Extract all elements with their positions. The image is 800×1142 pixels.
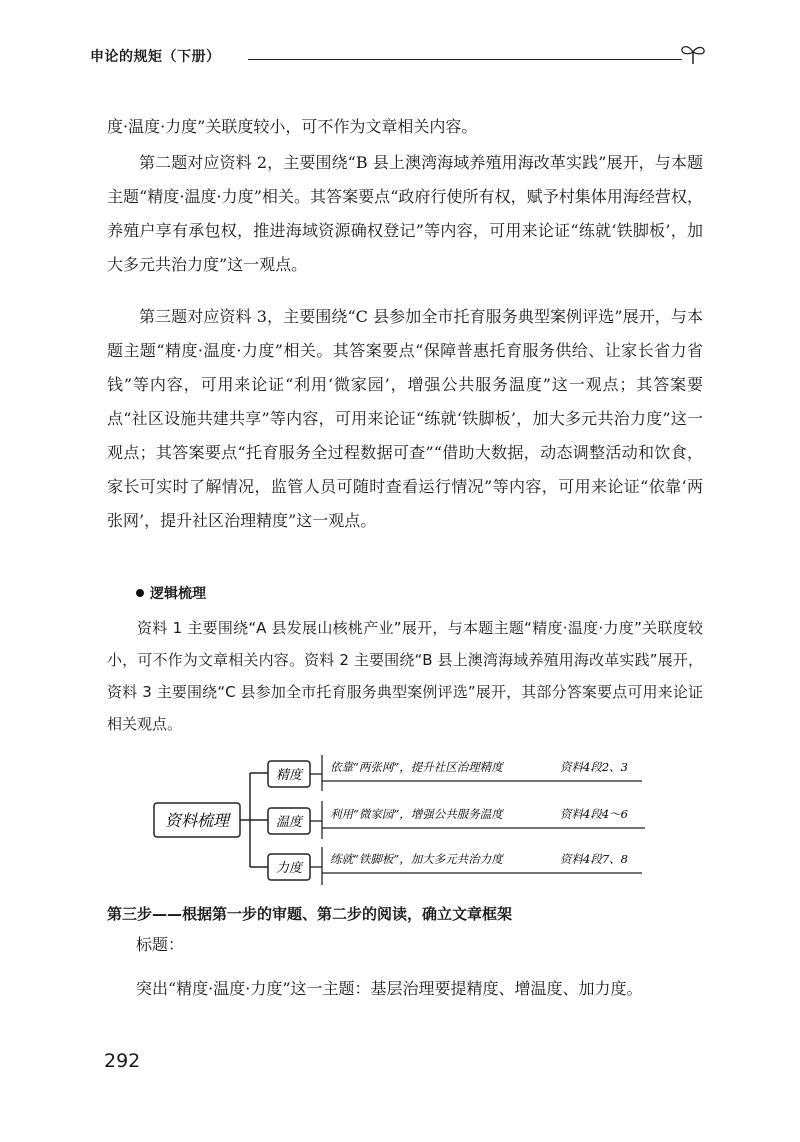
paragraph-logic-summary: 资料 1 主要围绕“A 县发展山核桃产业”展开，与本题主题“精度·温度·力度”关联度较小，可不作为文章相关内容。资料 2 主要围绕“B 县上澳湾海域养殖用海改革实践”展开，资料 3 主要围绕“C 县参加全市托育服务典型案例评选”展开，其部分答案要点可用来论证相关观点。 [107,619,703,733]
mindmap-branch-text: 利用“微家园”，增强公共服务温度 [330,807,503,821]
header-rule [248,59,682,60]
paragraph-continued: 度·温度·力度”关联度较小，可不作为文章相关内容。 [107,117,478,136]
running-header [90,42,710,72]
page-number: 292 [104,1050,141,1072]
mindmap-branch-text: 依靠“两张网”，提升社区治理精度 [330,760,503,774]
paragraph-question-3: 第三题对应资料 3，主要围绕“C 县参加全市托育服务典型案例评选”展开，与本题主题“精度·温度·力度”相关。其答案要点“保障普惠托育服务供给、让家长省力省钱”等内容，可用来论证“利用‘微家园’，增强公共服务温度”这一观点；其答案要点“社区设施共建共享”等内容，可用来论证“练就‘铁脚板’，加大多元共治力度”这一观点；其答案要点“托育服务全过程数据可查”“借助大数据，动态调整活动和饮食，家长可实时了解情况，监管人员可随时查看运行情况”等内容，可用来论证“依靠‘两张网’，提升社区治理精度”这一观点。 [107,307,703,530]
step3-heading: 第三步——根据第一步的审题、第二步的阅读，确立文章框架 [107,905,513,923]
mindmap-branch-precision [268,755,642,791]
svg-text:精度: 精度 [275,768,303,783]
mindmap-branch-ref: 资料4段7、8 [560,852,628,866]
mindmap-branch-text: 练就“铁脚板”，加大多元共治力度 [330,852,503,866]
bullet-icon [136,589,144,597]
mindmap-branch-warmth [268,801,645,839]
title-label: 标题： [136,935,185,954]
paragraph-question-2: 第二题对应资料 2，主要围绕“B 县上澳湾海域养殖用海改革实践”展开，与本题主题“精度·温度·力度”相关。其答案要点“政府行使所有权，赋予村集体用海经营权，养殖户享有承包权，推进海域资源确权登记”等内容，可用来论证“练就‘铁脚板’，加大多元共治力度”这一观点。 [107,153,703,274]
mindmap-root-label: 资料梳理 [164,811,230,830]
mindmap-branch-ref: 资料4段4～6 [560,807,628,821]
book-title: 申论的规矩（下册） [90,49,221,65]
material-mindmap [150,755,670,895]
svg-text:力度: 力度 [275,861,303,876]
svg-text:温度: 温度 [275,815,303,830]
mindmap-branch-ref: 资料4段2、3 [560,760,628,774]
sprout-icon [678,42,708,66]
mindmap-branch-strength [268,847,642,885]
section-bullet-heading: 逻辑梳理 [136,583,206,603]
title-content: 突出“精度·温度·力度”这一主题：基层治理要提精度、增温度、加力度。 [136,979,643,998]
